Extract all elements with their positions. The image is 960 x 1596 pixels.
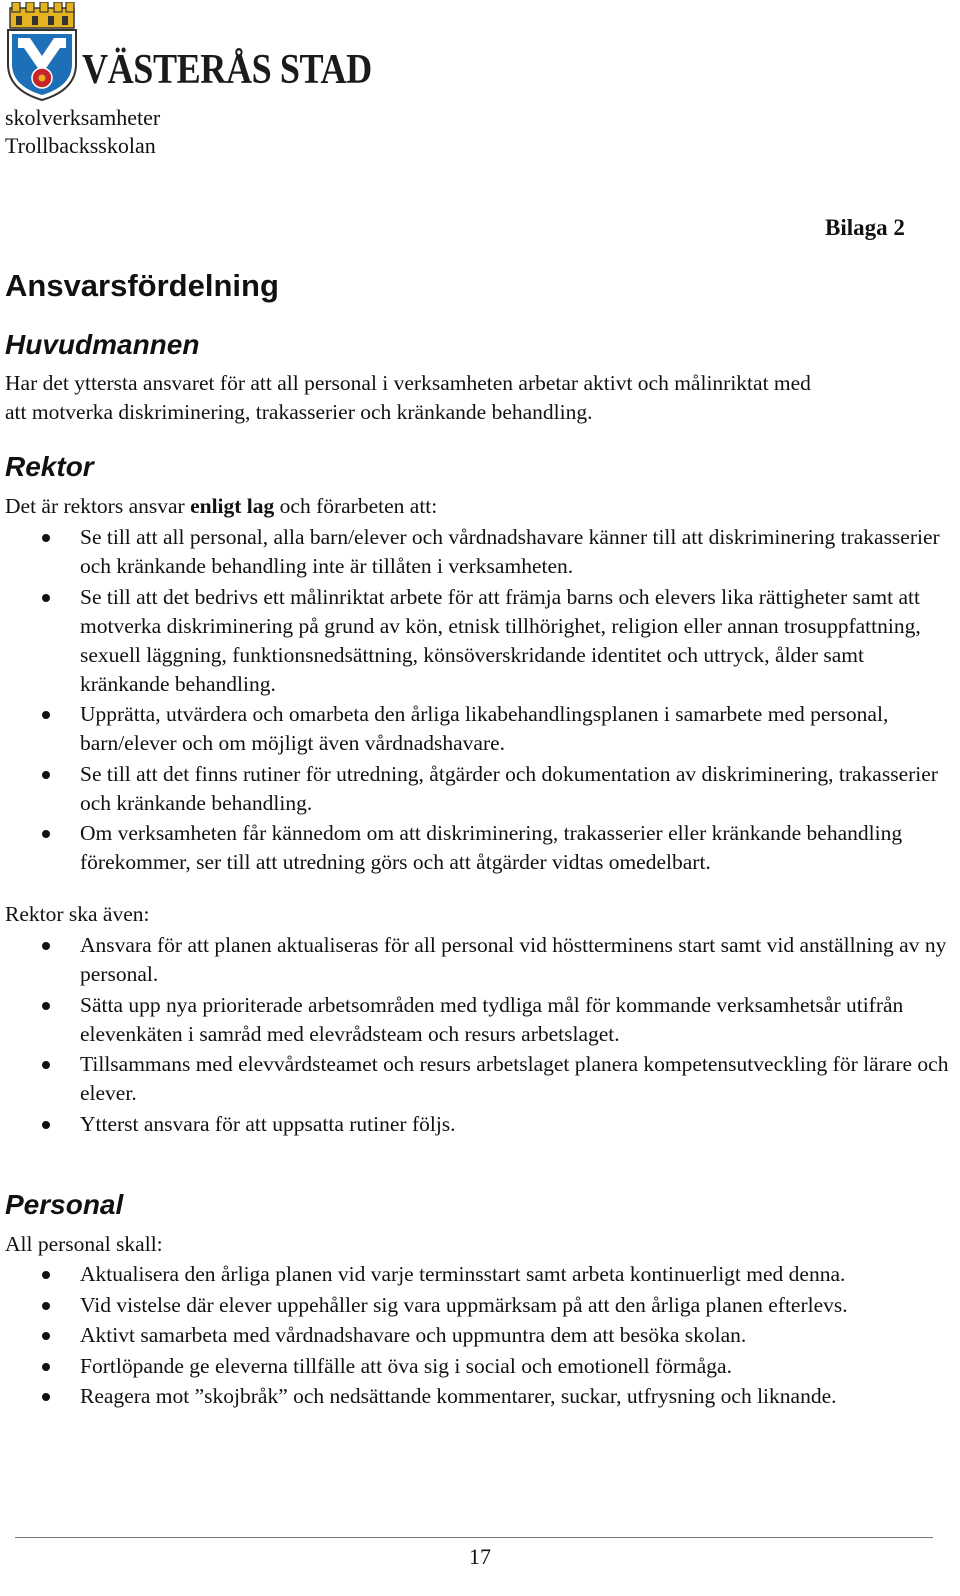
rektor-also-list xyxy=(0,931,958,1139)
list-item-text: Aktivt samarbeta med vårdnadshavare och uppmuntra dem att besöka skolan. xyxy=(80,1323,747,1347)
bullet-icon xyxy=(42,1302,50,1310)
list-item-text: Ytterst ansvara för att uppsatta rutiner följs. xyxy=(80,1111,456,1136)
section-heading-rektor: Rektor xyxy=(5,451,94,482)
appendix-label: Bilaga 2 xyxy=(825,215,905,240)
unit-line-1: skolverksamheter xyxy=(5,105,161,130)
list-item xyxy=(0,700,958,758)
bullet-icon xyxy=(42,1393,50,1401)
bullet-icon xyxy=(42,942,50,950)
section-heading-personal: Personal xyxy=(5,1189,124,1220)
vasteras-logo xyxy=(4,2,372,102)
list-item-text: Sätta upp nya prioriterade arbetsområden med tydliga mål för kommande verksamhetsår utifrån elevenkäten i samråd med elevrådsteam och resurs arbetslaget. xyxy=(80,992,904,1046)
rektor-intro-start: Det är rektors ansvar xyxy=(5,494,191,518)
logo-wordmark: VÄSTERÅS STAD xyxy=(82,47,372,93)
list-item-text: Aktualisera den årliga planen vid varje terminsstart samt arbeta kontinuerligt med denna. xyxy=(80,1262,846,1286)
list-item xyxy=(0,1050,958,1108)
footer-divider xyxy=(15,1537,933,1538)
rektor-duties-list xyxy=(0,523,958,877)
page-number: 17 xyxy=(469,1544,491,1569)
list-item xyxy=(0,760,958,818)
city-coat-of-arms-icon xyxy=(4,2,80,102)
list-item xyxy=(0,931,958,989)
list-item-text: Vid vistelse där elever uppehåller sig vara uppmärksam på att den årliga planen efterlevs. xyxy=(80,1292,848,1317)
list-item-text: Om verksamheten får kännedom om att diskriminering, trakasserier eller kränkande behandling förekommer, ser till att utredning görs och att åtgärder vidtas omedelbart. xyxy=(80,821,903,874)
huvudmannen-line-2: att motverka diskriminering, trakasserier och kränkande behandling. xyxy=(5,400,593,424)
list-item xyxy=(0,819,958,877)
rektor-also-intro: Rektor ska även: xyxy=(5,902,150,926)
list-item xyxy=(0,1291,958,1320)
personal-intro: All personal skall: xyxy=(5,1232,163,1256)
bullet-icon xyxy=(42,830,50,838)
list-item-text: Se till att det bedrivs ett målinriktat arbete för att främja barns och elevers lika rättigheter samt att motverka diskriminering på grund av kön, etnisk tillhörighet, religion eller annan trosuppfattning, sexuell läggning, funktionsnedsättning, könsöverskridande identitet och uttryck, ålder samt kränkande behandling. xyxy=(80,584,921,696)
bullet-icon xyxy=(42,1332,50,1340)
list-item-text: Tillsammans med elevvårdsteamet och resurs arbetslaget planera kompetensutveckling för lärare och elever. xyxy=(80,1052,949,1105)
list-item xyxy=(0,1110,958,1139)
organization-unit xyxy=(5,104,160,160)
list-item-text: Fortlöpande ge eleverna tillfälle att öva sig i social och emotionell förmåga. xyxy=(80,1353,732,1378)
huvudmannen-paragraph xyxy=(5,369,955,427)
bullet-icon xyxy=(42,1061,50,1069)
huvudmannen-line-1: Har det yttersta ansvaret för att all personal i verksamheten arbetar aktivt och målinriktat med xyxy=(5,371,811,395)
bullet-icon xyxy=(42,1271,50,1279)
list-item-text: Upprätta, utvärdera och omarbeta den årliga likabehandlingsplanen i samarbete med personal, barn/elever och om möjligt även vårdnadshavare. xyxy=(80,702,889,755)
list-item-text: Se till att det finns rutiner för utredning, åtgärder och dokumentation av diskriminering, trakasserier och kränkande behandling. xyxy=(80,761,938,815)
rektor-intro xyxy=(5,492,955,521)
unit-line-2: Trollbacksskolan xyxy=(5,133,156,158)
list-item-text: Ansvara för att planen aktualiseras för all personal vid höstterminens start samt vid anställning av ny personal. xyxy=(80,933,947,986)
personal-duties-list xyxy=(0,1260,958,1411)
rektor-intro-end: och förarbeten att: xyxy=(274,494,438,518)
list-item xyxy=(0,991,958,1049)
page-title: Ansvarsfördelning xyxy=(5,268,279,303)
rektor-intro-bold: enligt lag xyxy=(190,494,275,518)
list-item-text: Se till att all personal, alla barn/elever och vårdnadshavare känner till att diskriminering trakasserier och kränkande behandling inte är tillåten i verksamheten. xyxy=(80,525,940,578)
bullet-icon xyxy=(42,1002,50,1010)
list-item xyxy=(0,583,958,699)
bullet-icon xyxy=(42,1363,50,1371)
section-heading-huvudmannen: Huvudmannen xyxy=(5,329,200,360)
bullet-icon xyxy=(42,1121,50,1129)
list-item xyxy=(0,1321,958,1350)
bullet-icon xyxy=(42,771,50,779)
bullet-icon xyxy=(42,711,50,719)
list-item-text: Reagera mot ”skojbråk” och nedsättande kommentarer, suckar, utfrysning och liknande. xyxy=(80,1384,837,1408)
list-item xyxy=(0,1260,958,1289)
list-item xyxy=(0,523,958,581)
list-item xyxy=(0,1352,958,1381)
bullet-icon xyxy=(42,594,50,602)
list-item xyxy=(0,1382,958,1411)
bullet-icon xyxy=(42,534,50,542)
